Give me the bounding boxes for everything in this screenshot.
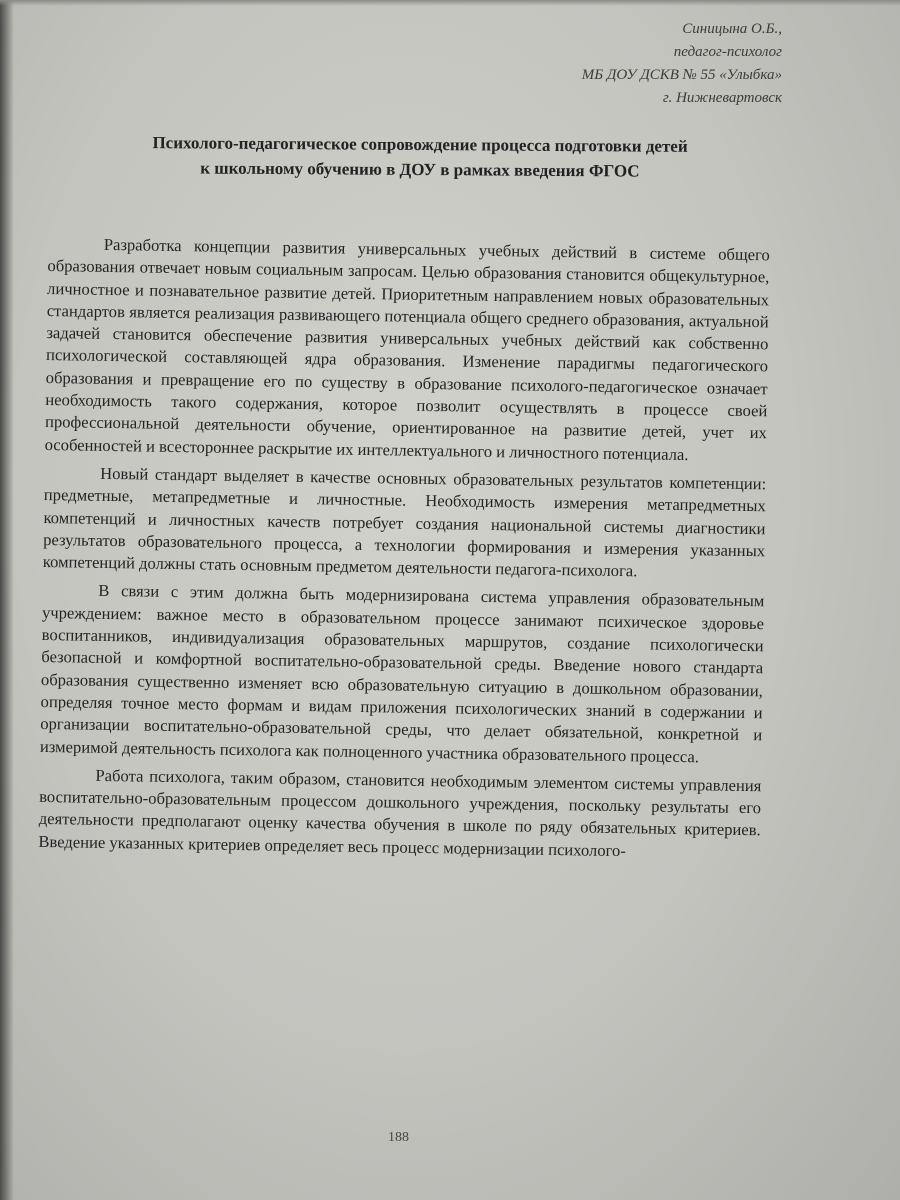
page-number: 188 [388,1130,409,1145]
author-name: Синицына О.Б., [682,21,782,37]
title-line-1: Психолого-педагогическое сопровождение процесса подготовки детей [152,133,688,156]
author-city: г. Нижневартовск [662,90,782,106]
article-title [60,129,780,184]
title-line-2: к школьному обучению в ДОУ в рамках введения ФГОС [200,158,640,181]
author-institution: МБ ДОУ ДСКВ № 55 «Улыбка» [581,67,782,83]
page-top-shadow [0,0,900,6]
author-position: педагог-психолог [673,44,782,60]
paragraph: Работа психолога, таким образом, становится необходимым элементом системы управления воспитательно-образовательным процессом дошкольного учреждения, поскольку результаты его деятельности предполагают оценку качества обучения в школе по ряду обязательных критериев. Введение указанных критериев определяет весь процесс модернизации психолого- [38,765,762,860]
paragraph: Новый стандарт выделяет в качестве основных образовательных результатов компетенции: предметные, метапредметные и личностные. Необходимость измерения метапредметных компетенций и личностных качеств потребует создания национальной системы диагностики результатов образовательного процесса, а технологии формирования и измерения указанных компетенций должны стать основным предметом деятельности педагога-психолога. [42,463,767,581]
article-body [38,233,770,870]
paragraph: В связи с этим должна быть модернизирована система управления образовательным учреждением: важное место в образовательном процессе занимают психическое здоровье воспитанников, индивидуализация образовательных маршрутов, создание психологически безопасной и комфортной воспитательно-образовательной среды. Введение нового стандарта образования существенно изменяет всю образовательную ситуацию в дошкольном образовании, определяя точное место формам и видам приложения психологических знаний в содержании и организации воспитательно-образовательной среды, что делает обязательной, конкретной и измеримой деятельность психолога как полноценного участника образовательного процесса. [39,581,765,766]
paragraph: Разработка концепции развития универсальных учебных действий в системе общего образования отвечает новым социальным запросам. Целью образования становится общекультурное, личностное и познавательное развитие детей. Приоритетным направлением новых образовательных стандартов является реализация развивающего потенциала общего среднего образования, актуальной задачей становится обеспечение развития универсальных учебных действий как собственно психологической составляющей ядра образования. Изменение парадигмы педагогического образования и превращение его по существу в образование психолого-педагогическое означает необходимость такого содержания, которое позволит осуществлять в процессе своей профессиональной деятельности обучение, ориентированное на развитие детей, учет их особенностей и всестороннее раскрытие их интеллектуального и личностного потенциала. [44,234,770,464]
page-edge-shadow [0,0,14,1200]
author-block [582,18,782,110]
